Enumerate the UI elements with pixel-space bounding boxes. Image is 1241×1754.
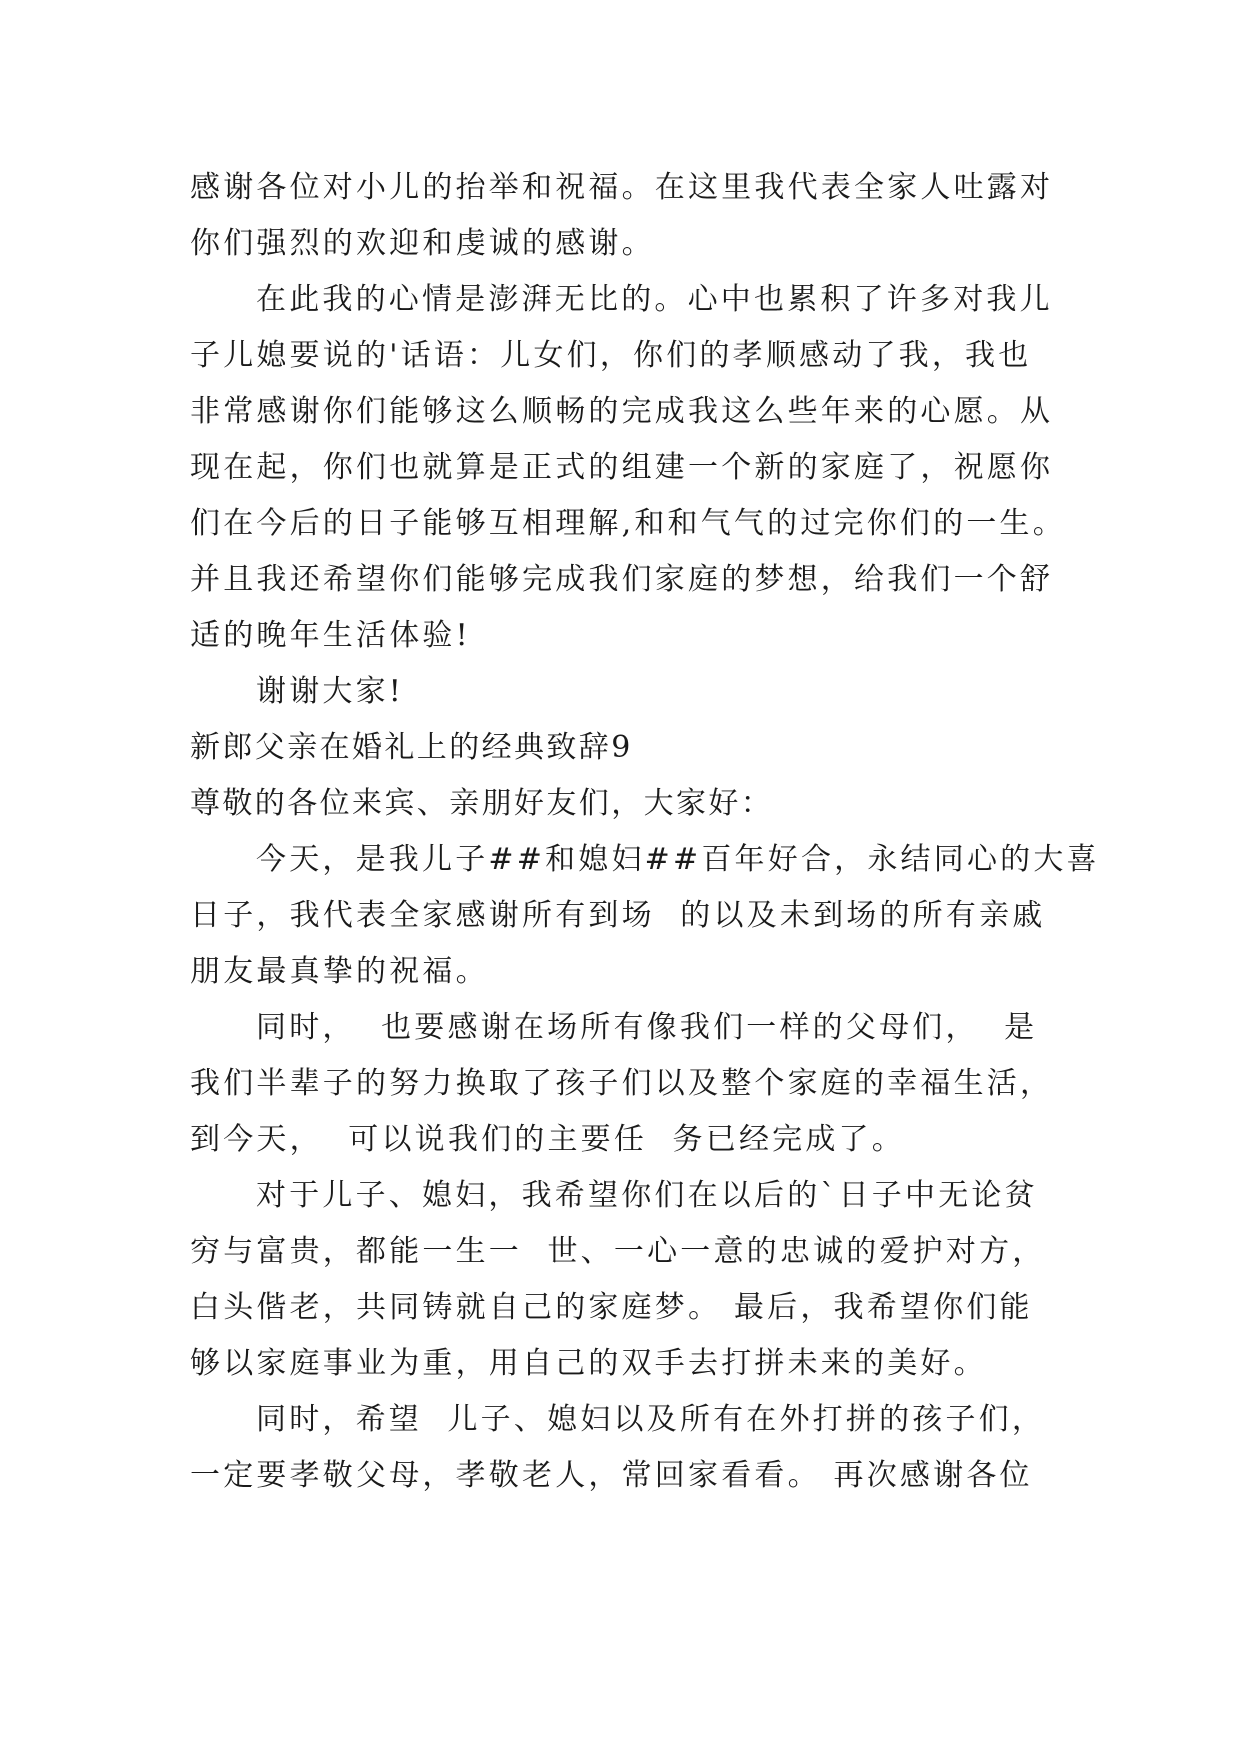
text-line: 你们强烈的欢迎和虔诚的感谢。 xyxy=(190,226,655,261)
text-line: 非常感谢你们能够这么顺畅的完成我这么些年来的心愿。从 xyxy=(190,394,1054,429)
text-line: 对于儿子、媳妇，我希望你们在以后的`日子中无论贫 xyxy=(256,1178,1038,1213)
text-line: 同时，希望 儿子、媳妇以及所有在外打拼的孩子们， xyxy=(256,1402,1046,1437)
paragraph-wedding-day xyxy=(190,832,1100,1000)
text-line: 我们半辈子的努力换取了孩子们以及整个家庭的幸福生活， xyxy=(190,1066,1054,1101)
paragraph-father-feelings xyxy=(190,272,1066,664)
text-line: 一定要孝敬父母，孝敬老人，常回家看看。 再次感谢各位 xyxy=(190,1458,1033,1493)
text-line: 白头偕老，共同铸就自己的家庭梦。 最后，我希望你们能 xyxy=(190,1290,1033,1325)
text-line: 朋友最真挚的祝福。 xyxy=(190,954,489,989)
text-line: 子儿媳要说的'话语：儿女们，你们的孝顺感动了我，我也 xyxy=(190,338,1032,373)
greeting-line: 尊敬的各位来宾、亲朋好友们，大家好： xyxy=(190,786,774,821)
closing-thanks: 谢谢大家! xyxy=(256,674,405,709)
paragraph-thank-parents xyxy=(190,1000,1060,1168)
text-line: 现在起，你们也就算是正式的组建一个新的家庭了，祝愿你 xyxy=(190,450,1054,485)
text-line: 同时， 也要感谢在场所有像我们一样的父母们， 是 xyxy=(256,1010,1038,1045)
text-line: 适的晚年生活体验! xyxy=(190,618,471,653)
text-line: 到今天， 可以说我们的主要任 务已经完成了。 xyxy=(190,1122,905,1157)
text-line: 在此我的心情是澎湃无比的。心中也累积了许多对我儿 xyxy=(256,282,1053,317)
paragraph-wishes xyxy=(190,1168,1060,1392)
text-line: 并且我还希望你们能够完成我们家庭的梦想，给我们一个舒 xyxy=(190,562,1054,597)
document-page xyxy=(190,160,1100,1504)
text-line: 今天，是我儿子##和媳妇##百年好合，永结同心的大喜 xyxy=(256,842,1100,877)
text-line: 穷与富贵，都能一生一 世、一心一意的忠诚的爱护对方， xyxy=(190,1234,1046,1269)
text-line: 够以家庭事业为重，用自己的双手去打拼未来的美好。 xyxy=(190,1346,987,1381)
text-line: 感谢各位对小儿的抬举和祝福。在这里我代表全家人吐露对 xyxy=(190,170,1054,205)
section-title: 新郎父亲在婚礼上的经典致辞9 xyxy=(190,730,633,765)
text-line: 们在今后的日子能够互相理解,和和气气的过完你们的一生。 xyxy=(190,506,1066,541)
paragraph-continued xyxy=(190,160,1060,272)
text-line: 日子，我代表全家感谢所有到场 的以及未到场的所有亲戚 xyxy=(190,898,1046,933)
paragraph-filial xyxy=(190,1392,1060,1504)
